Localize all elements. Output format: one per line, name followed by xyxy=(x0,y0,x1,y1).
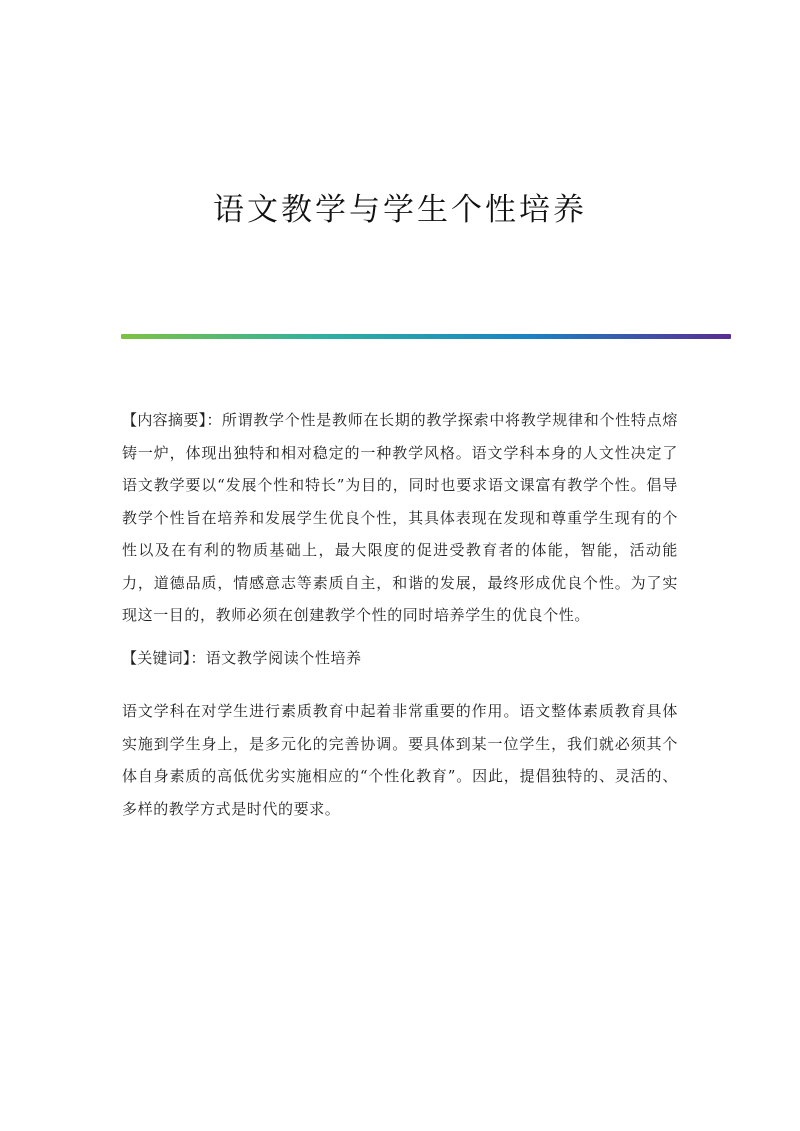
keywords-label: 【关键词】： xyxy=(122,648,206,667)
title-divider-rule xyxy=(121,334,731,339)
keywords-text: 语文教学阅读个性培养 xyxy=(205,648,362,667)
abstract-paragraph xyxy=(122,404,678,632)
body-paragraph: 语文学科在对学生进行素质教育中起着非常重要的作用。语文整体素质教育具体实施到学生身上，是多元化的完善协调。要具体到某一位学生，我们就必须其个体自身素质的高低优劣实施相应的“个性化教育”。因此，提倡独特的、灵活的、多样的教学方式是时代的要求。 xyxy=(122,702,678,818)
abstract-label: 【内容摘要】： xyxy=(122,411,222,429)
document-body xyxy=(122,404,678,825)
keywords-paragraph xyxy=(122,642,678,675)
document-title: 语文教学与学生个性培养 xyxy=(213,192,587,228)
abstract-text: 所谓教学个性是教师在长期的教学探索中将教学规律和个性特点熔铸一炉，体现出独特和相对稳定的一种教学风格。语文学科本身的人文性决定了语文教学要以“发展个性和特长”为目的，同时也要求语文课富有教学个性。倡导教学个性旨在培养和发展学生优良个性，其具体表现在发现和尊重学生现有的个性以及在有利的物质基础上，最大限度的促进受教育者的体能，智能，活动能力，道德品质，情感意志等素质自主，和谐的发展，最终形成优良个性。为了实现这一目的，教师必须在创建教学个性的同时培养学生的优良个性。 xyxy=(122,411,678,624)
